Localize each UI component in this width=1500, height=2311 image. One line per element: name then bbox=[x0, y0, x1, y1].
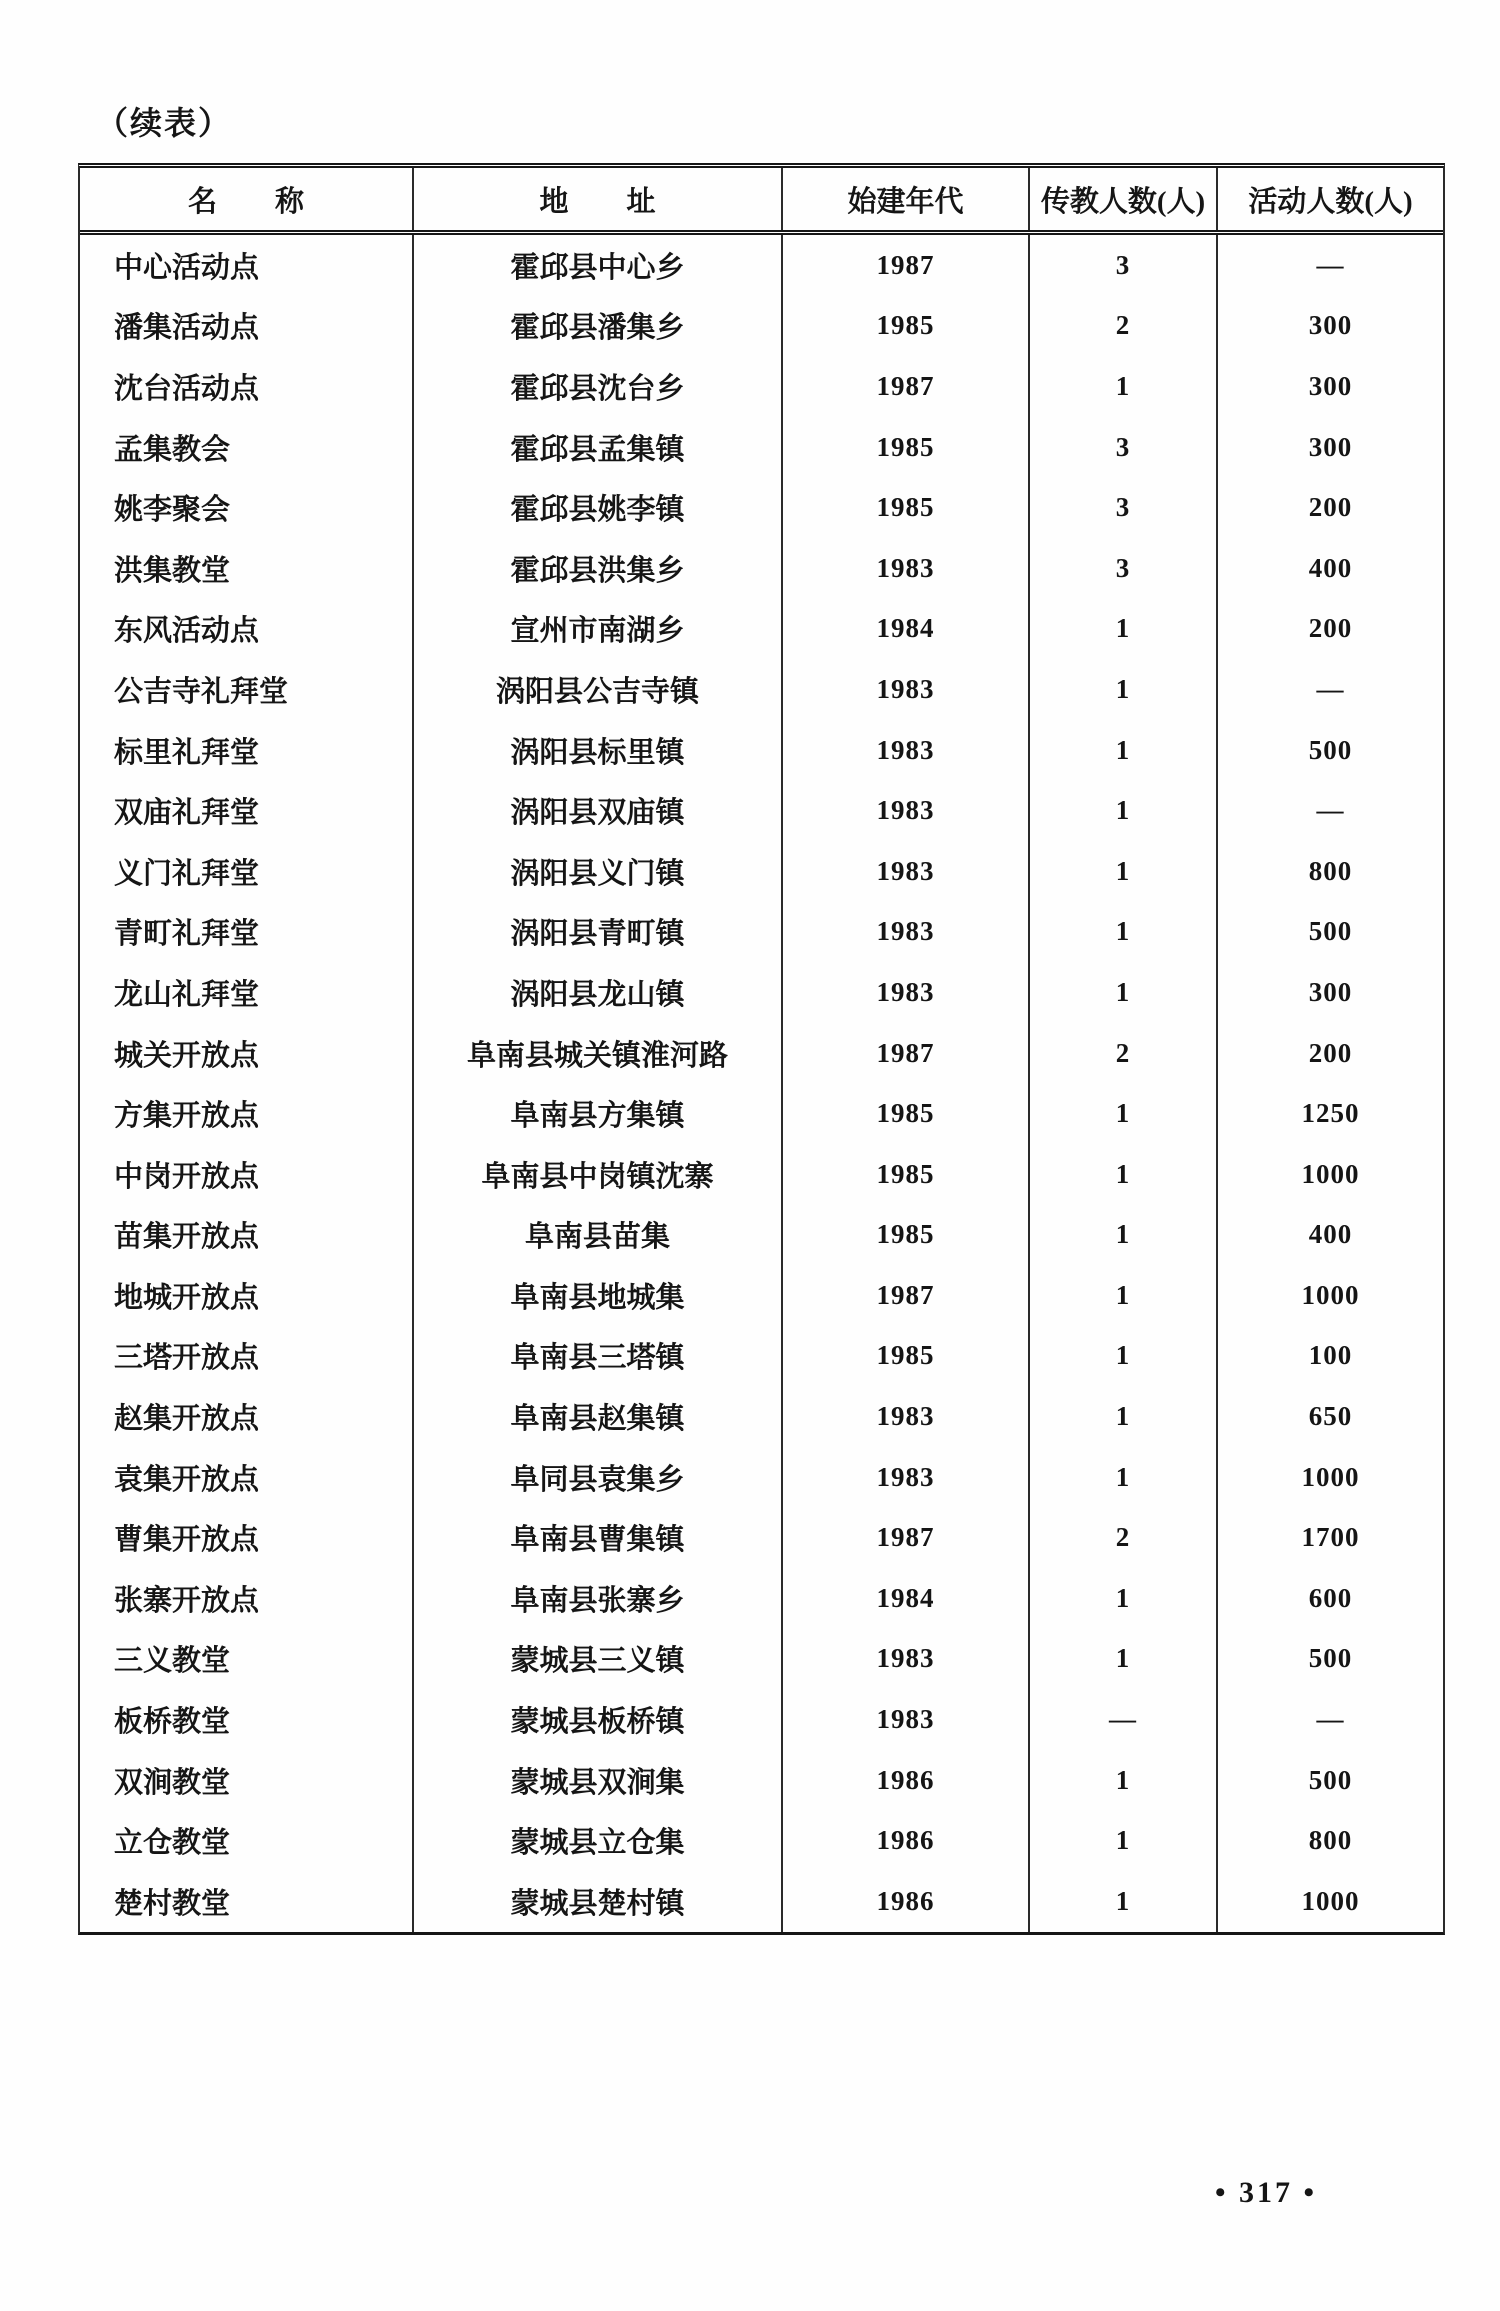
continuation-table-label: （续表） bbox=[96, 105, 233, 141]
table-row bbox=[80, 1083, 1443, 1144]
table-row bbox=[80, 1023, 1443, 1084]
site-name-cell: 中岗开放点 bbox=[80, 1144, 414, 1205]
site-address-cell: 阜同县袁集乡 bbox=[414, 1447, 783, 1508]
missionary-count-cell: 1 bbox=[1030, 1810, 1218, 1871]
missionary-count-cell: 3 bbox=[1030, 538, 1218, 599]
site-address-cell: 涡阳县标里镇 bbox=[414, 720, 783, 781]
table-row bbox=[80, 1386, 1443, 1447]
site-name-cell: 立仓教堂 bbox=[80, 1810, 414, 1871]
site-name-cell: 袁集开放点 bbox=[80, 1447, 414, 1508]
table-row bbox=[80, 1689, 1443, 1750]
year-founded-cell: 1985 bbox=[783, 477, 1030, 538]
table-row bbox=[80, 1629, 1443, 1690]
site-address-cell: 涡阳县公吉寺镇 bbox=[414, 659, 783, 720]
site-address-cell: 涡阳县龙山镇 bbox=[414, 962, 783, 1023]
participant-count-cell: 1000 bbox=[1301, 1461, 1360, 1492]
participant-count-cell: 800 bbox=[1308, 855, 1353, 886]
participant-count-cell: 200 bbox=[1308, 1037, 1353, 1068]
missionary-count-cell: 1 bbox=[1030, 1205, 1218, 1266]
table-row bbox=[80, 1507, 1443, 1568]
year-founded-cell: 1987 bbox=[783, 356, 1030, 417]
table-row bbox=[80, 902, 1443, 963]
missionary-count-cell: 3 bbox=[1030, 477, 1218, 538]
site-name-cell: 洪集教堂 bbox=[80, 538, 414, 599]
year-founded-cell: 1987 bbox=[783, 235, 1030, 296]
site-name-cell: 东风活动点 bbox=[80, 599, 414, 660]
table-row bbox=[80, 1326, 1443, 1387]
missionary-count-cell: 1 bbox=[1030, 841, 1218, 902]
table-row bbox=[80, 1568, 1443, 1629]
site-address-cell: 霍邱县中心乡 bbox=[414, 235, 783, 296]
site-name-cell: 姚李聚会 bbox=[80, 477, 414, 538]
missionary-count-cell: 1 bbox=[1030, 1083, 1218, 1144]
site-address-cell: 霍邱县姚李镇 bbox=[414, 477, 783, 538]
year-founded-cell: 1983 bbox=[783, 659, 1030, 720]
site-name-cell: 板桥教堂 bbox=[80, 1689, 414, 1750]
year-founded-cell: 1983 bbox=[783, 902, 1030, 963]
site-name-cell: 龙山礼拜堂 bbox=[80, 962, 414, 1023]
site-name-cell: 苗集开放点 bbox=[80, 1205, 414, 1266]
missionary-count-cell: 1 bbox=[1030, 1386, 1218, 1447]
site-name-cell: 双涧教堂 bbox=[80, 1750, 414, 1811]
site-name-cell: 三义教堂 bbox=[80, 1629, 414, 1690]
site-address-cell: 阜南县中岗镇沈寨 bbox=[414, 1144, 783, 1205]
year-founded-cell: 1987 bbox=[783, 1023, 1030, 1084]
missionary-count-cell: 1 bbox=[1030, 356, 1218, 417]
participant-count-cell: — bbox=[1316, 249, 1345, 280]
site-address-cell: 蒙城县三义镇 bbox=[414, 1629, 783, 1690]
table-body bbox=[80, 235, 1443, 1932]
participant-count-cell: 200 bbox=[1308, 492, 1353, 523]
missionary-count-cell: — bbox=[1030, 1689, 1218, 1750]
participant-count-cell: 200 bbox=[1308, 613, 1353, 644]
missionary-count-cell: 1 bbox=[1030, 1568, 1218, 1629]
missionary-count-cell: 1 bbox=[1030, 720, 1218, 781]
participant-count-cell: 300 bbox=[1308, 976, 1353, 1007]
header-year-founded: 始建年代 bbox=[783, 168, 1030, 230]
missionary-count-cell: 1 bbox=[1030, 1447, 1218, 1508]
site-name-cell: 楚村教堂 bbox=[80, 1871, 414, 1932]
site-name-cell: 张寨开放点 bbox=[80, 1568, 414, 1629]
participant-count-cell: — bbox=[1316, 673, 1345, 704]
participant-count-cell: 650 bbox=[1308, 1401, 1353, 1432]
site-name-cell: 三塔开放点 bbox=[80, 1326, 414, 1387]
year-founded-cell: 1986 bbox=[783, 1871, 1030, 1932]
table-row bbox=[80, 599, 1443, 660]
year-founded-cell: 1983 bbox=[783, 720, 1030, 781]
participant-count-cell: 800 bbox=[1308, 1825, 1353, 1856]
header-participant-count: 活动人数(人) bbox=[1248, 185, 1413, 218]
site-address-cell: 霍邱县洪集乡 bbox=[414, 538, 783, 599]
year-founded-cell: 1983 bbox=[783, 962, 1030, 1023]
table-row bbox=[80, 1750, 1443, 1811]
missionary-count-cell: 1 bbox=[1030, 1265, 1218, 1326]
year-founded-cell: 1987 bbox=[783, 1265, 1030, 1326]
page-number: • 317 • bbox=[1215, 2176, 1318, 2209]
site-name-cell: 沈台活动点 bbox=[80, 356, 414, 417]
participant-count-cell: 400 bbox=[1308, 552, 1353, 583]
participant-count-cell: — bbox=[1316, 1704, 1345, 1735]
table-row bbox=[80, 1265, 1443, 1326]
participant-count-cell: 1000 bbox=[1301, 1279, 1360, 1310]
year-founded-cell: 1983 bbox=[783, 841, 1030, 902]
participant-count-cell: 1700 bbox=[1301, 1522, 1360, 1553]
site-address-cell: 霍邱县孟集镇 bbox=[414, 417, 783, 478]
site-address-cell: 阜南县方集镇 bbox=[414, 1083, 783, 1144]
site-address-cell: 阜南县曹集镇 bbox=[414, 1507, 783, 1568]
missionary-count-cell: 2 bbox=[1030, 296, 1218, 357]
site-name-cell: 青町礼拜堂 bbox=[80, 902, 414, 963]
missionary-count-cell: 2 bbox=[1030, 1507, 1218, 1568]
site-name-cell: 方集开放点 bbox=[80, 1083, 414, 1144]
year-founded-cell: 1985 bbox=[783, 1205, 1030, 1266]
site-address-cell: 宣州市南湖乡 bbox=[414, 599, 783, 660]
sites-table bbox=[78, 163, 1445, 1935]
header-name: 名 称 bbox=[80, 168, 414, 230]
site-address-cell: 阜南县苗集 bbox=[414, 1205, 783, 1266]
site-name-cell: 赵集开放点 bbox=[80, 1386, 414, 1447]
site-address-cell: 蒙城县板桥镇 bbox=[414, 1689, 783, 1750]
site-address-cell: 涡阳县义门镇 bbox=[414, 841, 783, 902]
site-address-cell: 阜南县三塔镇 bbox=[414, 1326, 783, 1387]
missionary-count-cell: 3 bbox=[1030, 235, 1218, 296]
site-name-cell: 城关开放点 bbox=[80, 1023, 414, 1084]
site-address-cell: 阜南县赵集镇 bbox=[414, 1386, 783, 1447]
site-name-cell: 潘集活动点 bbox=[80, 296, 414, 357]
table-row bbox=[80, 538, 1443, 599]
site-name-cell: 义门礼拜堂 bbox=[80, 841, 414, 902]
table-row bbox=[80, 1144, 1443, 1205]
year-founded-cell: 1984 bbox=[783, 1568, 1030, 1629]
year-founded-cell: 1986 bbox=[783, 1750, 1030, 1811]
site-name-cell: 孟集教会 bbox=[80, 417, 414, 478]
site-address-cell: 涡阳县青町镇 bbox=[414, 902, 783, 963]
participant-count-cell: 1000 bbox=[1301, 1158, 1360, 1189]
table-row bbox=[80, 841, 1443, 902]
participant-count-cell: 100 bbox=[1308, 1340, 1353, 1371]
participant-count-cell: 1250 bbox=[1301, 1098, 1360, 1129]
table-row bbox=[80, 659, 1443, 720]
site-address-cell: 蒙城县双涧集 bbox=[414, 1750, 783, 1811]
site-name-cell: 地城开放点 bbox=[80, 1265, 414, 1326]
table-row bbox=[80, 1205, 1443, 1266]
site-address-cell: 蒙城县立仓集 bbox=[414, 1810, 783, 1871]
participant-count-cell: 600 bbox=[1308, 1582, 1353, 1613]
participant-count-cell: 500 bbox=[1308, 734, 1353, 765]
participant-count-cell: 300 bbox=[1308, 310, 1353, 341]
table-row bbox=[80, 296, 1443, 357]
year-founded-cell: 1983 bbox=[783, 780, 1030, 841]
participant-count-cell: 300 bbox=[1308, 370, 1353, 401]
site-name-cell: 曹集开放点 bbox=[80, 1507, 414, 1568]
year-founded-cell: 1983 bbox=[783, 1447, 1030, 1508]
missionary-count-cell: 2 bbox=[1030, 1023, 1218, 1084]
year-founded-cell: 1986 bbox=[783, 1810, 1030, 1871]
table-row bbox=[80, 235, 1443, 296]
participant-count-cell: 500 bbox=[1308, 916, 1353, 947]
site-address-cell: 蒙城县楚村镇 bbox=[414, 1871, 783, 1932]
table-row bbox=[80, 780, 1443, 841]
missionary-count-cell: 1 bbox=[1030, 1750, 1218, 1811]
year-founded-cell: 1983 bbox=[783, 1689, 1030, 1750]
participant-count-cell: 400 bbox=[1308, 1219, 1353, 1250]
table-row bbox=[80, 477, 1443, 538]
missionary-count-cell: 1 bbox=[1030, 962, 1218, 1023]
year-founded-cell: 1983 bbox=[783, 1629, 1030, 1690]
table-row bbox=[80, 417, 1443, 478]
missionary-count-cell: 1 bbox=[1030, 1144, 1218, 1205]
site-address-cell: 霍邱县潘集乡 bbox=[414, 296, 783, 357]
table-row bbox=[80, 1810, 1443, 1871]
table-row bbox=[80, 1871, 1443, 1932]
table-row bbox=[80, 962, 1443, 1023]
year-founded-cell: 1985 bbox=[783, 1326, 1030, 1387]
site-address-cell: 霍邱县沈台乡 bbox=[414, 356, 783, 417]
missionary-count-cell: 1 bbox=[1030, 659, 1218, 720]
site-name-cell: 中心活动点 bbox=[80, 235, 414, 296]
year-founded-cell: 1983 bbox=[783, 1386, 1030, 1447]
site-address-cell: 涡阳县双庙镇 bbox=[414, 780, 783, 841]
missionary-count-cell: 1 bbox=[1030, 1629, 1218, 1690]
year-founded-cell: 1985 bbox=[783, 417, 1030, 478]
header-missionary-count: 传教人数(人) bbox=[1030, 168, 1218, 230]
table-row bbox=[80, 720, 1443, 781]
site-name-cell: 双庙礼拜堂 bbox=[80, 780, 414, 841]
year-founded-cell: 1985 bbox=[783, 1144, 1030, 1205]
missionary-count-cell: 1 bbox=[1030, 599, 1218, 660]
site-address-cell: 阜南县地城集 bbox=[414, 1265, 783, 1326]
participant-count-cell: 500 bbox=[1308, 1764, 1353, 1795]
participant-count-cell: 1000 bbox=[1301, 1885, 1360, 1916]
missionary-count-cell: 3 bbox=[1030, 417, 1218, 478]
table-header-row bbox=[80, 168, 1443, 235]
site-address-cell: 阜南县城关镇淮河路 bbox=[414, 1023, 783, 1084]
participant-count-cell: 300 bbox=[1308, 431, 1353, 462]
participant-count-cell: 500 bbox=[1308, 1643, 1353, 1674]
year-founded-cell: 1984 bbox=[783, 599, 1030, 660]
header-address: 地 址 bbox=[414, 168, 783, 230]
table-row bbox=[80, 1447, 1443, 1508]
table-row bbox=[80, 356, 1443, 417]
missionary-count-cell: 1 bbox=[1030, 902, 1218, 963]
missionary-count-cell: 1 bbox=[1030, 1326, 1218, 1387]
missionary-count-cell: 1 bbox=[1030, 1871, 1218, 1932]
year-founded-cell: 1985 bbox=[783, 1083, 1030, 1144]
site-name-cell: 公吉寺礼拜堂 bbox=[80, 659, 414, 720]
site-name-cell: 标里礼拜堂 bbox=[80, 720, 414, 781]
year-founded-cell: 1987 bbox=[783, 1507, 1030, 1568]
missionary-count-cell: 1 bbox=[1030, 780, 1218, 841]
site-address-cell: 阜南县张寨乡 bbox=[414, 1568, 783, 1629]
participant-count-cell: — bbox=[1316, 795, 1345, 826]
year-founded-cell: 1983 bbox=[783, 538, 1030, 599]
year-founded-cell: 1985 bbox=[783, 296, 1030, 357]
